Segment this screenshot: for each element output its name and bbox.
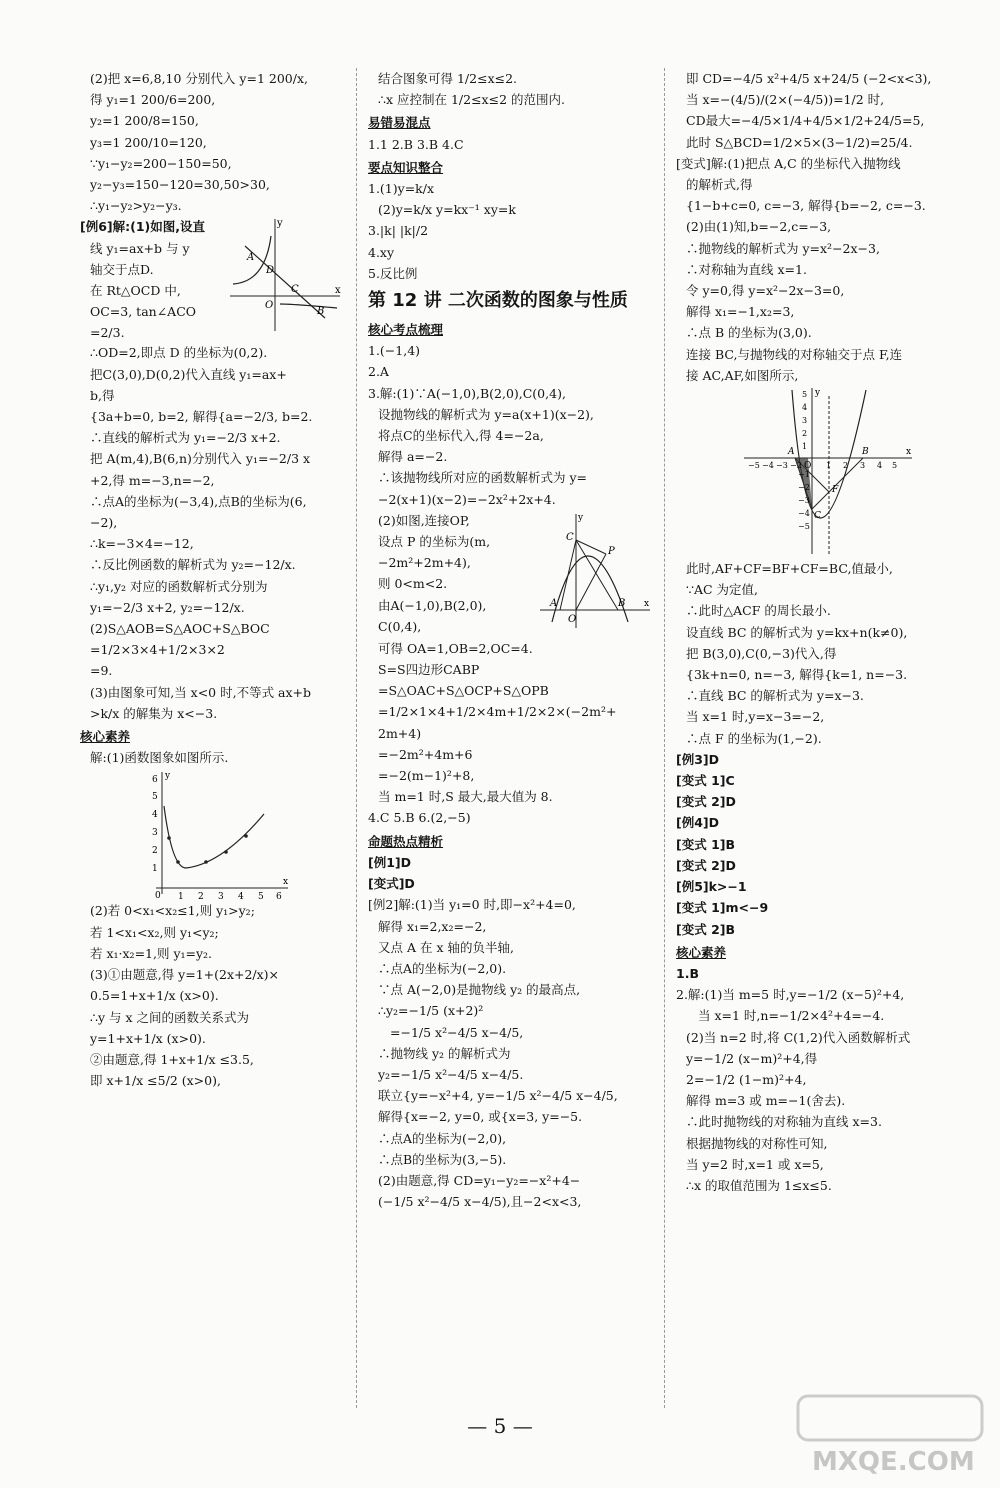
text-line: −2(x+1)(x−2)=−2x²+2x+4.: [378, 491, 556, 507]
text-line: {3a+b=0, b=2, 解得{a=−2/3, b=2.: [90, 409, 313, 425]
text-line: =1/2×1×4+1/2×4m+1/2×2×(−2m²+: [378, 704, 617, 720]
text-line: C(0,4),: [378, 618, 422, 634]
text-line: ∴y₁−y₂>y₂−y₃.: [90, 198, 182, 214]
text-line: =−2m²+4m+6: [378, 746, 473, 762]
text-line: ∵AC 为定值,: [686, 582, 758, 598]
point-label-p: P: [608, 545, 615, 557]
text-line: 此时,AF+CF=BF+CF=BC,值最小,: [686, 561, 893, 577]
point-label-a: A: [550, 597, 558, 609]
axis-x-label: x: [644, 598, 650, 609]
point-label-o: O: [568, 613, 577, 625]
tick-label: 1: [826, 461, 832, 471]
text-line: ∴y₁,y₂ 对应的函数解析式分别为: [90, 578, 268, 594]
text-line: 得 y₁=1 200/6=200,: [90, 92, 216, 108]
origin-label: 0: [155, 891, 161, 901]
text-line: 解得 a=−2.: [378, 449, 448, 465]
lesson-title: 第 12 讲 二次函数的图象与性质: [368, 290, 628, 312]
text-line: [变式 1]C: [676, 773, 735, 789]
point-label-b: B: [862, 447, 869, 458]
axis-x-label: x: [906, 447, 912, 458]
text-line: ∴直线的解析式为 y₁=−2/3 x+2.: [90, 430, 281, 446]
text-line: −2m²+2m+4),: [378, 555, 471, 571]
example-6-heading: [例6]解:(1)如图,设直: [80, 219, 205, 235]
point-label-a: A: [247, 252, 255, 264]
point-label-c: C: [291, 284, 299, 296]
text-line: ∴x 应控制在 1/2≤x≤2 的范围内.: [378, 92, 565, 108]
tick-label: 5: [258, 892, 264, 901]
text-line: [变式 1]B: [676, 836, 736, 852]
tick-label: 2: [198, 892, 204, 901]
section-heading-core-literacy: 核心素养: [676, 944, 727, 960]
axis-y-label: y: [815, 388, 821, 399]
text-line: ∴反比例函数的解析式为 y₂=−12/x.: [90, 557, 296, 573]
point-label-c: C: [814, 511, 821, 522]
text-line: [变式 2]B: [676, 921, 736, 937]
tick-label: 5: [892, 461, 898, 471]
text-line: [变式 1]m<−9: [676, 900, 769, 916]
text-line: ∴点 B 的坐标为(3,0).: [686, 325, 812, 341]
tick-label: 4: [877, 461, 883, 471]
tick-label: −2: [790, 461, 802, 471]
text-line: (3)由图象可知,当 x<0 时,不等式 ax+b: [90, 684, 312, 700]
text-line: 解得 x₁=−1,x₂=3,: [686, 304, 795, 320]
text-line: 由A(−1,0),B(2,0),: [378, 597, 487, 613]
axis-y-label: y: [165, 771, 171, 782]
column-divider: [356, 68, 357, 1408]
text-line: 根据抛物线的对称性可知,: [686, 1135, 828, 1151]
text-line: 设直线 BC 的解析式为 y=kx+n(k≠0),: [686, 624, 908, 640]
text-line: 结合图象可得 1/2≤x≤2.: [378, 71, 518, 86]
tick-label: 3: [802, 416, 808, 426]
text-line: 即 x+1/x ≤5/2 (x>0),: [90, 1073, 221, 1089]
axis-x-label: x: [283, 877, 289, 888]
text-line: 将点C的坐标代入,得 4=−2a,: [378, 428, 544, 444]
text-line: 在 Rt△OCD 中,: [90, 283, 181, 299]
tick-label: 3: [218, 892, 224, 901]
text-line: ∵y₁−y₂=200−150=50,: [90, 155, 232, 171]
watermark-text: MXQE.COM: [812, 1447, 975, 1477]
text-line: 解:(1)函数图象如图所示.: [90, 750, 229, 766]
text-line: ∴直线 BC 的解析式为 y=x−3.: [686, 688, 864, 704]
text-line: =1/2×3×4+1/2×3×2: [90, 642, 225, 658]
text-line: ∴该抛物线所对应的函数解析式为 y=: [378, 470, 588, 486]
text-line: 设点 P 的坐标为(m,: [378, 534, 491, 550]
column-divider: [664, 68, 665, 1408]
text-line: [例2]解:(1)当 y₁=0 时,即−x²+4=0,: [368, 897, 576, 913]
text-line: −2),: [90, 515, 118, 531]
tick-label: 3: [860, 461, 866, 471]
tick-label: −5: [748, 461, 760, 471]
text-line: 1.(1)y=k/x: [368, 181, 435, 197]
text-line: 1.(−1,4): [368, 343, 421, 359]
text-line: 4.C 5.B 6.(2,−5): [368, 810, 471, 826]
text-line: [例1]D: [368, 854, 411, 870]
text-line: 又点 A 在 x 轴的负半轴,: [378, 939, 514, 955]
text-line: =9.: [90, 663, 113, 679]
text-line: 令 y=0,得 y=x²−2x−3=0,: [686, 283, 845, 299]
text-line: 接 AC,AF,如图所示,: [686, 367, 799, 383]
point-label-f: F: [832, 485, 839, 496]
text-line: 当 x=−(4/5)/(2×(−4/5))=1/2 时,: [686, 92, 885, 108]
tick-label: 6: [276, 892, 282, 901]
text-line: (2)S△AOB=S△AOC+S△BOC: [90, 621, 270, 637]
text-line: ∴对称轴为直线 x=1.: [686, 261, 807, 277]
text-line: 此时 S△BCD=1/2×5×(3−1/2)=25/4.: [686, 134, 913, 150]
origin-label: O: [804, 461, 812, 472]
parabola-figure-block: [368, 510, 658, 638]
text-line: y=−1/2 (x−m)²+4,得: [686, 1050, 818, 1066]
text-line: (2)由(1)知,b=−2,c=−3,: [686, 219, 832, 235]
text-line: ∴y 与 x 之间的函数关系式为: [90, 1009, 249, 1025]
point-label-a: A: [788, 447, 795, 458]
page-number: — 5 —: [467, 1414, 533, 1438]
text-line: 解得 x₁=2,x₂=−2,: [378, 918, 487, 934]
point-label-b: B: [618, 597, 626, 609]
text-line: ∴点A的坐标为(−2,0),: [378, 1130, 507, 1146]
column-3: [676, 68, 966, 1196]
section-heading-core-points: 核心考点梳理: [368, 322, 444, 338]
text-line: 则 0<m<2.: [378, 576, 448, 592]
watermark-logo: [790, 1392, 990, 1478]
text-line: b,得: [90, 387, 115, 403]
text-line: 若 1<x₁<x₂,则 y₁<y₂;: [90, 924, 219, 940]
text-line: ∴点A的坐标为(−3,4),点B的坐标为(6,: [90, 493, 307, 509]
text-line: 当 m=1 时,S 最大,最大值为 8.: [378, 789, 553, 805]
text-line: [例4]D: [676, 815, 719, 831]
text-line: =2/3.: [90, 325, 125, 341]
axis-x-label: x: [335, 285, 341, 297]
tick-label: 2: [843, 461, 849, 471]
text-line: ∴抛物线的解析式为 y=x²−2x−3,: [686, 240, 880, 256]
tick-label: 6: [152, 775, 158, 786]
text-line: (−1/5 x²−4/5 x−4/5),且−2<x<3,: [378, 1194, 582, 1210]
text-line: 轴交于点D.: [90, 261, 154, 277]
text-line: (2)由题意,得 CD=y₁−y₂=−x²+4−: [378, 1172, 581, 1188]
text-line: (2)把 x=6,8,10 分别代入 y=1 200/x,: [90, 71, 308, 86]
text-line: ∴点 F 的坐标为(1,−2).: [686, 730, 822, 746]
text-line: 当 x=1 时,y=x−3=−2,: [686, 709, 825, 725]
text-line: OC=3, tan∠ACO: [90, 304, 197, 320]
text-line: =−2(m−1)²+8,: [378, 768, 475, 784]
text-line: ②由题意,得 1+x+1/x ≤3.5,: [90, 1051, 254, 1067]
text-line: ∵点 A(−2,0)是抛物线 y₂ 的最高点,: [378, 982, 581, 998]
example-6-block: [80, 216, 350, 342]
text-line: S=S四边形CABP: [378, 662, 480, 678]
text-line: ∴此时抛物线的对称轴为直线 x=3.: [686, 1114, 882, 1130]
tick-label: −2: [798, 483, 810, 493]
text-line: 把C(3,0),D(0,2)代入直线 y₁=ax+: [90, 366, 287, 382]
column-2: [368, 68, 658, 1212]
text-line: {3k+n=0, n=−3, 解得{k=1, n=−3.: [686, 667, 908, 683]
tick-label: 5: [802, 390, 808, 400]
text-line: [变式]解:(1)把点 A,C 的坐标代入抛物线: [676, 155, 901, 171]
point-label-o: O: [265, 300, 274, 312]
text-line: +2,得 m=−3,n=−2,: [90, 472, 215, 488]
text-line: 3.解:(1)∵A(−1,0),B(2,0),C(0,4),: [368, 385, 566, 401]
tick-label: 1: [178, 892, 184, 901]
text-line: 若 x₁·x₂=1,则 y₁=y₂.: [90, 945, 213, 961]
text-line: 当 y=2 时,x=1 或 x=5,: [686, 1156, 824, 1172]
text-line: 1.1 2.B 3.B 4.C: [368, 136, 464, 152]
text-line: >k/x 的解集为 x<−3.: [90, 705, 218, 721]
tick-label: −1: [798, 470, 810, 480]
section-heading-core-literacy: 核心素养: [80, 729, 131, 745]
text-line: 设抛物线的解析式为 y=a(x+1)(x−2),: [378, 406, 594, 422]
text-line: (2)如图,连接OP,: [378, 512, 470, 528]
tick-label: 1: [152, 864, 158, 875]
text-line: [例5]k>−1: [676, 879, 747, 895]
point-label-b: B: [317, 306, 325, 318]
text-line: 连接 BC,与抛物线的对称轴交于点 F,连: [686, 346, 903, 362]
text-line: [变式 2]D: [676, 794, 736, 810]
tick-label: −4: [762, 461, 774, 471]
point-label-d: D: [266, 265, 275, 277]
text-line: ∴x 的取值范围为 1≤x≤5.: [686, 1177, 832, 1193]
text-line: ∴此时△ACF 的周长最小.: [686, 603, 831, 619]
text-line: y=1+x+1/x (x>0).: [90, 1030, 206, 1046]
tick-label: 2: [802, 429, 808, 439]
text-line: [变式 2]D: [676, 857, 736, 873]
text-line: 1.B: [676, 965, 699, 981]
text-line: 5.反比例: [368, 265, 418, 281]
axis-y-label: y: [578, 512, 584, 523]
text-line: y₂−y₃=150−120=30,50>30,: [90, 177, 270, 193]
text-line: ∴点B的坐标为(3,−5).: [378, 1151, 507, 1167]
text-line: 2=−1/2 (1−m)²+4,: [686, 1071, 807, 1087]
figure-parabola-bc: [740, 386, 915, 558]
tick-label: 2: [152, 846, 158, 857]
point-label-c: C: [566, 531, 574, 543]
axis-y-label: y: [277, 218, 283, 230]
text-line: 把 B(3,0),C(0,−3)代入,得: [686, 645, 837, 661]
figure-function-graph: [142, 768, 292, 900]
column-1: [80, 68, 350, 1091]
text-line: 当 x=1 时,n=−1/2×4²+4=−4.: [698, 1008, 885, 1024]
tick-label: −4: [798, 509, 810, 519]
text-line: 2.A: [368, 364, 389, 380]
text-line: =−1/5 x²−4/5 x−4/5,: [390, 1024, 524, 1040]
text-line: (2)当 n=2 时,将 C(1,2)代入函数解析式: [686, 1029, 911, 1045]
tick-label: 4: [238, 892, 244, 901]
text-line: 联立{y=−x²+4, y=−1/5 x²−4/5 x−4/5,: [378, 1088, 618, 1104]
figure-parabola: [538, 510, 653, 632]
text-line: y₂=−1/5 x²−4/5 x−4/5.: [378, 1066, 524, 1082]
text-line: {1−b+c=0, c=−3, 解得{b=−2, c=−3.: [686, 198, 926, 214]
section-heading-hot-topics: 命题热点精析: [368, 833, 444, 849]
text-line: 即 CD=−4/5 x²+4/5 x+24/5 (−2<x<3),: [686, 71, 932, 86]
tick-label: 3: [152, 828, 158, 839]
text-line: 可得 OA=1,OB=2,OC=4.: [378, 640, 533, 656]
text-line: y₃=1 200/10=120,: [90, 134, 207, 150]
text-line: 0.5=1+x+1/x (x>0).: [90, 988, 219, 1004]
text-line: 线 y₁=ax+b 与 y: [90, 240, 190, 256]
text-line: ∴OD=2,即点 D 的坐标为(0,2).: [90, 345, 268, 361]
text-line: =S△OAC+S△OCP+S△OPB: [378, 683, 549, 699]
text-line: 4.xy: [368, 244, 395, 260]
text-line: y₂=1 200/8=150,: [90, 113, 199, 129]
tick-label: 4: [152, 810, 158, 821]
text-line: 2m+4): [378, 725, 422, 741]
text-line: 2.解:(1)当 m=5 时,y=−1/2 (x−5)²+4,: [676, 987, 905, 1003]
text-line: (2)若 0<x₁<x₂≤1,则 y₁>y₂;: [90, 903, 255, 919]
section-heading-key-knowledge: 要点知识整合: [368, 159, 444, 175]
text-line: ∴y₂=−1/5 (x+2)²: [378, 1003, 484, 1019]
text-line: (3)①由题意,得 y=1+(2x+2/x)×: [90, 967, 280, 983]
text-line: ∴点A的坐标为(−2,0).: [378, 960, 507, 976]
tick-label: 4: [802, 403, 808, 413]
text-line: CD最大=−4/5×1/4+4/5×1/2+24/5=5,: [686, 113, 925, 129]
text-line: 解得{x=−2, y=0, 或{x=3, y=−5.: [378, 1109, 583, 1125]
text-line: 的解析式,得: [686, 177, 753, 193]
text-line: (2)y=k/x y=kx⁻¹ xy=k: [378, 202, 516, 218]
tick-label: 5: [152, 792, 158, 803]
figure-line-hyperbola: [225, 216, 345, 336]
tick-label: 1: [802, 442, 808, 452]
text-line: 3.|k| |k|/2: [368, 223, 429, 239]
text-line: [变式]D: [368, 876, 415, 892]
text-line: 把 A(m,4),B(6,n)分别代入 y₁=−2/3 x: [90, 451, 311, 467]
tick-label: −3: [776, 461, 788, 471]
section-heading-common-mistakes: 易错易混点: [368, 115, 431, 131]
tick-label: −5: [798, 522, 810, 532]
text-line: ∴抛物线 y₂ 的解析式为: [378, 1045, 511, 1061]
text-line: y₁=−2/3 x+2, y₂=−12/x.: [90, 599, 245, 615]
tick-label: −3: [798, 496, 810, 506]
text-line: 解得 m=3 或 m=−1(舍去).: [686, 1093, 846, 1109]
text-line: ∴k=−3×4=−12,: [90, 536, 194, 552]
text-line: [例3]D: [676, 751, 719, 767]
